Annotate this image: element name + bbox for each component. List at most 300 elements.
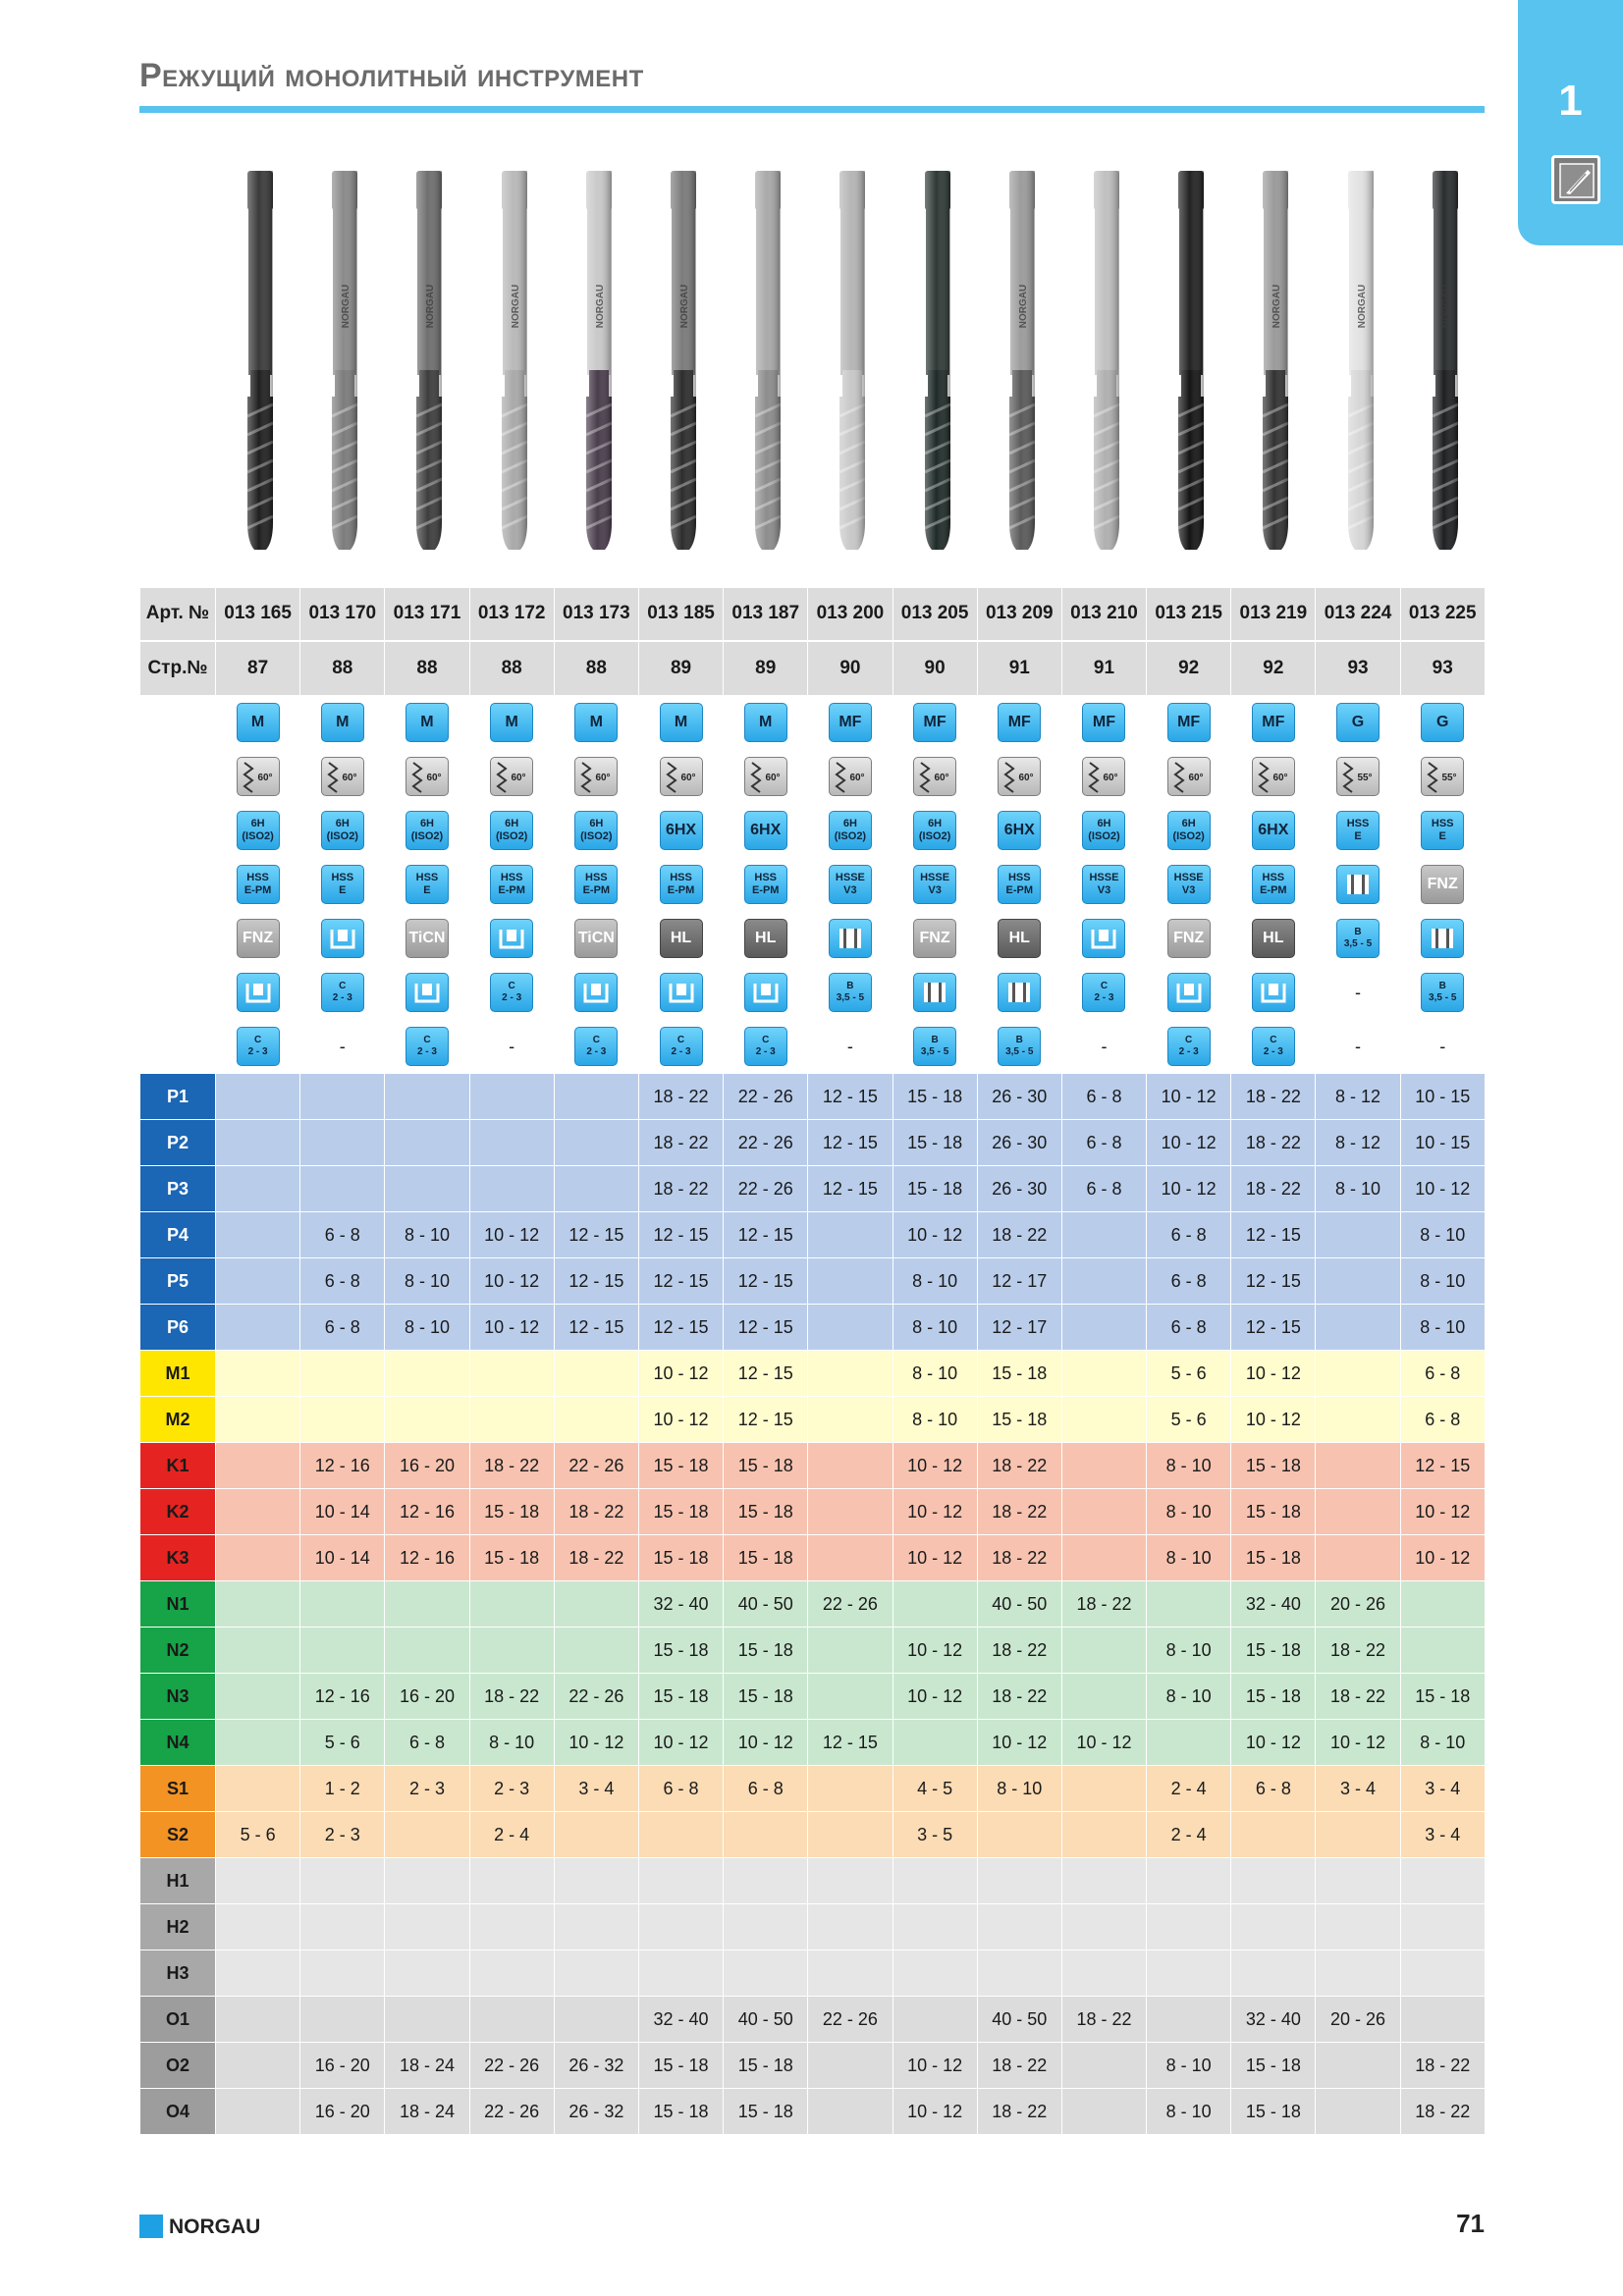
svg-text:60°: 60° [595, 773, 611, 783]
cutting-speed-value: 18 - 24 [385, 2089, 469, 2135]
material-code: P2 [140, 1120, 216, 1166]
material-code: K2 [140, 1489, 216, 1535]
cutting-speed-value [300, 1120, 385, 1166]
cutting-speed-value [469, 1120, 554, 1166]
cutting-speed-value: 8 - 10 [385, 1305, 469, 1351]
tap-shine [586, 171, 612, 550]
cutting-speed-value [1061, 1535, 1146, 1581]
spec-badge: HSS E [406, 865, 449, 904]
thread-type-cell [554, 696, 638, 750]
catalog-page: 89 [638, 641, 723, 696]
cutting-speed-value [216, 1305, 300, 1351]
cutting-speed-value: 15 - 18 [893, 1120, 977, 1166]
material-code: O2 [140, 2043, 216, 2089]
svg-text:60°: 60° [1188, 773, 1204, 783]
cutting-speed-value: 3 - 4 [554, 1766, 638, 1812]
cutting-speed-value: 8 - 10 [893, 1397, 977, 1443]
catalog-page: 92 [1231, 641, 1316, 696]
cutting-speed-value [216, 1858, 300, 1904]
cutting-speed-value [808, 1351, 893, 1397]
cutting-speed-value [216, 1489, 300, 1535]
cutting-speed-value [808, 1443, 893, 1489]
cutting-speed-value: 15 - 18 [893, 1074, 977, 1120]
material-code: P6 [140, 1305, 216, 1351]
cutting-speed-value: 12 - 15 [724, 1258, 808, 1305]
material-code: O1 [140, 1997, 216, 2043]
page-title: Режущий монолитный инструмент [139, 57, 644, 94]
cutting-speed-value: 12 - 15 [808, 1166, 893, 1212]
chamfer-row-cell [385, 1020, 469, 1074]
row-label-empty [140, 858, 216, 912]
cutting-speed-value: 6 - 8 [1061, 1166, 1146, 1212]
hole-type-row-cell [638, 966, 723, 1020]
tolerance-row-cell [469, 804, 554, 858]
cutting-speed-value: 12 - 15 [554, 1258, 638, 1305]
thread-profile-icon [574, 757, 618, 796]
material-row-h2 [140, 1904, 1486, 1950]
cutting-speed-value: 18 - 22 [638, 1166, 723, 1212]
tap-drawing [823, 169, 882, 552]
chamfer-row-cell [469, 1020, 554, 1074]
cutting-speed-value: 32 - 40 [1231, 1997, 1316, 2043]
thread-profile-icon [406, 757, 449, 796]
article-number: 013 171 [385, 588, 469, 641]
cutting-speed-value: 2 - 3 [300, 1812, 385, 1858]
cutting-speed-value [385, 1858, 469, 1904]
tap-drawing [315, 169, 374, 552]
cutting-speed-value [216, 1166, 300, 1212]
cutting-speed-value: 18 - 22 [638, 1074, 723, 1120]
cutting-speed-value [216, 1351, 300, 1397]
cutting-speed-value: 3 - 4 [1316, 1766, 1400, 1812]
cutting-speed-value: 15 - 18 [638, 1489, 723, 1535]
not-applicable-dash: - [846, 1036, 853, 1056]
cutting-speed-value: 12 - 15 [1231, 1305, 1316, 1351]
cutting-speed-value: 10 - 15 [1400, 1120, 1485, 1166]
chamfer-row-cell [808, 1020, 893, 1074]
thread-profile-icon [237, 757, 280, 796]
coating-row-cell [638, 912, 723, 966]
tool-material-row-cell [385, 858, 469, 912]
cutting-speed-value: 10 - 12 [1147, 1074, 1231, 1120]
cutting-speed-value [385, 1120, 469, 1166]
tap-drawing [1077, 169, 1136, 552]
material-row-o1 [140, 1997, 1486, 2043]
material-code: H3 [140, 1950, 216, 1997]
cutting-speed-value: 6 - 8 [1231, 1766, 1316, 1812]
cutting-speed-value: 10 - 12 [893, 1212, 977, 1258]
cutting-speed-value [808, 1258, 893, 1305]
cutting-speed-value [893, 1581, 977, 1628]
cutting-speed-value [554, 1074, 638, 1120]
cutting-speed-value [469, 1351, 554, 1397]
cutting-speed-value [216, 1674, 300, 1720]
blind-hole-icon [744, 973, 787, 1012]
cutting-speed-value: 22 - 26 [469, 2043, 554, 2089]
catalog-page: 88 [469, 641, 554, 696]
coating-row-cell [300, 912, 385, 966]
tap-tool-image [218, 169, 302, 561]
not-applicable-dash: - [1355, 1036, 1362, 1056]
spec-badge: 6HX [660, 811, 703, 850]
hole-type-row-cell [1061, 966, 1146, 1020]
cutting-speed-value [1400, 1858, 1485, 1904]
cutting-speed-value: 10 - 12 [1400, 1166, 1485, 1212]
cutting-speed-value [808, 1489, 893, 1535]
spec-badge: HSS E-PM [660, 865, 703, 904]
cutting-speed-value: 8 - 10 [1400, 1720, 1485, 1766]
spec-badge: TiCN [406, 919, 449, 958]
cutting-speed-value: 16 - 20 [300, 2089, 385, 2135]
coating-row-cell [469, 912, 554, 966]
cutting-speed-value: 26 - 30 [977, 1120, 1061, 1166]
thread-profile-icon [490, 757, 533, 796]
article-label: Арт. № [140, 588, 216, 641]
cutting-speed-value: 6 - 8 [1061, 1120, 1146, 1166]
cutting-speed-value [1400, 1581, 1485, 1628]
tolerance-row-cell [554, 804, 638, 858]
cutting-speed-value: 15 - 18 [1231, 1674, 1316, 1720]
spec-badge: B 3,5 - 5 [998, 1027, 1041, 1066]
spec-badge: HSS E-PM [744, 865, 787, 904]
brand-name: NORGAU [169, 2216, 261, 2238]
cutting-speed-value [469, 1904, 554, 1950]
cutting-speed-value [808, 1950, 893, 1997]
cutting-speed-value: 10 - 15 [1400, 1074, 1485, 1120]
thread-profile-icon [1421, 757, 1464, 796]
cutting-speed-value [1400, 1628, 1485, 1674]
spec-badge: HSSE V3 [1167, 865, 1211, 904]
tap-engraving: NORGAU [1356, 284, 1368, 329]
cutting-speed-value: 8 - 10 [1147, 1489, 1231, 1535]
cutting-speed-value [1316, 1305, 1400, 1351]
article-number: 013 224 [1316, 588, 1400, 641]
cutting-speed-value [385, 1581, 469, 1628]
thread-profile-icon [913, 757, 956, 796]
cutting-speed-value: 6 - 8 [1400, 1397, 1485, 1443]
spec-badge: 6H (ISO2) [829, 811, 872, 850]
material-row-h3 [140, 1950, 1486, 1997]
tap-shine [1433, 171, 1458, 550]
cutting-speed-value: 15 - 18 [638, 1535, 723, 1581]
cutting-speed-value [554, 1120, 638, 1166]
row-label-empty [140, 804, 216, 858]
tap-shine [1263, 171, 1288, 550]
cutting-speed-value [724, 1858, 808, 1904]
thread-angle-row [140, 750, 1486, 804]
tolerance-row-cell [724, 804, 808, 858]
cutting-speed-value: 18 - 22 [1316, 1674, 1400, 1720]
cutting-speed-value: 15 - 18 [1231, 2043, 1316, 2089]
chamfer-row [140, 1020, 1486, 1074]
cutting-speed-value: 15 - 18 [1231, 1443, 1316, 1489]
catalog-page: 89 [724, 641, 808, 696]
cutting-speed-value [808, 1904, 893, 1950]
cutting-speed-value: 10 - 12 [1316, 1720, 1400, 1766]
cutting-speed-value: 10 - 12 [893, 1628, 977, 1674]
tap-engraving: NORGAU [1440, 284, 1452, 329]
cutting-speed-value [1316, 1258, 1400, 1305]
spec-badge: HSS E-PM [574, 865, 618, 904]
coating-row-cell [1231, 912, 1316, 966]
cutting-speed-value [216, 1720, 300, 1766]
svg-text:60°: 60° [1272, 773, 1288, 783]
tap-tool-image [302, 169, 387, 561]
thread-type-badge: MF [1252, 703, 1295, 742]
cutting-speed-value [216, 1120, 300, 1166]
thread-type-badge: G [1421, 703, 1464, 742]
cutting-speed-value [808, 1535, 893, 1581]
cutting-speed-value: 20 - 26 [1316, 1997, 1400, 2043]
cutting-speed-value: 18 - 22 [554, 1535, 638, 1581]
tolerance-row-cell [385, 804, 469, 858]
cutting-speed-value: 22 - 26 [554, 1443, 638, 1489]
cutting-speed-value [724, 1950, 808, 1997]
tool-material-row-cell [808, 858, 893, 912]
hole-through-icon [998, 973, 1041, 1012]
tap-engraving: NORGAU [510, 284, 521, 329]
thread-angle-cell [1231, 750, 1316, 804]
svg-text:60°: 60° [511, 773, 526, 783]
thread-type-cell [469, 696, 554, 750]
cutting-speed-value [1231, 1858, 1316, 1904]
hole-type-row-cell [1147, 966, 1231, 1020]
cutting-speed-value [977, 1950, 1061, 1997]
cutting-speed-value: 8 - 10 [385, 1258, 469, 1305]
coating-row-cell [1061, 912, 1146, 966]
page-row [140, 641, 1486, 696]
chamfer-row-cell [1316, 1020, 1400, 1074]
cutting-speed-value [808, 1858, 893, 1904]
cutting-speed-value [1316, 1351, 1400, 1397]
cutting-speed-value: 8 - 10 [977, 1766, 1061, 1812]
cutting-speed-value [554, 1858, 638, 1904]
cutting-speed-value: 3 - 4 [1400, 1766, 1485, 1812]
material-row-p1 [140, 1074, 1486, 1120]
material-code: N1 [140, 1581, 216, 1628]
cutting-speed-value [300, 1628, 385, 1674]
chamfer-row-cell [977, 1020, 1061, 1074]
material-code: H1 [140, 1858, 216, 1904]
tolerance-row-cell [1147, 804, 1231, 858]
thread-angle-cell [1147, 750, 1231, 804]
chapter-tab[interactable] [1518, 0, 1623, 245]
spec-badge: HL [744, 919, 787, 958]
material-row-s2 [140, 1812, 1486, 1858]
tap-drawing [654, 169, 713, 552]
cutting-speed-value: 18 - 22 [977, 1628, 1061, 1674]
tap-tool-image [810, 169, 894, 561]
tool-table [139, 587, 1486, 2135]
cutting-speed-value [808, 2089, 893, 2135]
tolerance-row-cell [977, 804, 1061, 858]
blind-hole-icon [1082, 919, 1125, 958]
cutting-speed-value [554, 1397, 638, 1443]
spec-badge: HSSE V3 [913, 865, 956, 904]
cutting-speed-value: 10 - 12 [893, 1674, 977, 1720]
cutting-speed-value: 15 - 18 [724, 1628, 808, 1674]
cutting-speed-value: 22 - 26 [554, 1674, 638, 1720]
cutting-speed-value [1316, 1443, 1400, 1489]
cutting-speed-value: 12 - 16 [385, 1489, 469, 1535]
coating-row-cell [554, 912, 638, 966]
material-code: N3 [140, 1674, 216, 1720]
spec-badge: 6H (ISO2) [1082, 811, 1125, 850]
cutting-speed-value: 6 - 8 [385, 1720, 469, 1766]
material-row-n4 [140, 1720, 1486, 1766]
tap-shine [755, 171, 781, 550]
hole-type-row-cell [1400, 966, 1485, 1020]
cutting-speed-value: 6 - 8 [638, 1766, 723, 1812]
cutting-speed-value: 22 - 26 [808, 1997, 893, 2043]
material-code: P4 [140, 1212, 216, 1258]
thread-profile-icon [1336, 757, 1380, 796]
cutting-speed-value: 16 - 20 [385, 1443, 469, 1489]
material-code: M1 [140, 1351, 216, 1397]
row-label-empty [140, 966, 216, 1020]
thread-type-cell [300, 696, 385, 750]
cutting-speed-value: 10 - 14 [300, 1489, 385, 1535]
cutting-speed-value: 15 - 18 [638, 1628, 723, 1674]
catalog-page: 91 [1061, 641, 1146, 696]
cutting-speed-value: 22 - 26 [724, 1074, 808, 1120]
material-row-k1 [140, 1443, 1486, 1489]
cutting-speed-value: 12 - 15 [638, 1305, 723, 1351]
cutting-speed-value [1061, 2089, 1146, 2135]
blind-hole-icon [406, 973, 449, 1012]
cutting-speed-value [1061, 1904, 1146, 1950]
tap-shine [1009, 171, 1035, 550]
thread-type-badge: M [574, 703, 618, 742]
spec-badge: C 2 - 3 [490, 973, 533, 1012]
cutting-speed-value [977, 1858, 1061, 1904]
tolerance-row-cell [1061, 804, 1146, 858]
tap-tool-image [726, 169, 810, 561]
tolerance-row-cell [300, 804, 385, 858]
cutting-speed-value: 8 - 10 [1400, 1258, 1485, 1305]
blind-hole-icon [1167, 973, 1211, 1012]
cutting-speed-value [724, 1812, 808, 1858]
cutting-speed-value: 40 - 50 [977, 1997, 1061, 2043]
thread-angle-cell [808, 750, 893, 804]
thread-profile-icon [321, 757, 364, 796]
cutting-speed-value: 15 - 18 [977, 1351, 1061, 1397]
tool-material-row-cell [893, 858, 977, 912]
cutting-speed-value: 40 - 50 [724, 1581, 808, 1628]
tap-engraving: NORGAU [1017, 284, 1029, 329]
tap-shine [332, 171, 357, 550]
cutting-speed-value [808, 2043, 893, 2089]
cutting-speed-value [1061, 1812, 1146, 1858]
svg-text:60°: 60° [1018, 773, 1034, 783]
cutting-speed-value: 2 - 3 [469, 1766, 554, 1812]
cutting-speed-value: 32 - 40 [1231, 1581, 1316, 1628]
cutting-speed-value: 18 - 24 [385, 2043, 469, 2089]
thread-type-badge: MF [1082, 703, 1125, 742]
thread-type-cell [1061, 696, 1146, 750]
cutting-speed-value: 40 - 50 [977, 1581, 1061, 1628]
cutting-speed-value [893, 1904, 977, 1950]
cutting-speed-value [1316, 1489, 1400, 1535]
cutting-speed-value: 12 - 15 [554, 1305, 638, 1351]
cutting-speed-value: 18 - 22 [977, 1212, 1061, 1258]
cutting-speed-value: 10 - 12 [893, 1443, 977, 1489]
catalog-page: 87 [216, 641, 300, 696]
material-row-o2 [140, 2043, 1486, 2089]
spec-badge: C 2 - 3 [574, 1027, 618, 1066]
spec-badge: FNZ [913, 919, 956, 958]
cutting-speed-value [808, 1766, 893, 1812]
tool-material-row-cell [1400, 858, 1485, 912]
material-code: S1 [140, 1766, 216, 1812]
cutting-speed-value: 10 - 12 [893, 2089, 977, 2135]
spec-badge: HSSE V3 [829, 865, 872, 904]
tolerance-row-cell [893, 804, 977, 858]
cutting-speed-value [469, 1074, 554, 1120]
tap-tool-image [472, 169, 557, 561]
coating-row-cell [1400, 912, 1485, 966]
cutting-speed-value [977, 1904, 1061, 1950]
spec-badge: C 2 - 3 [321, 973, 364, 1012]
svg-text:60°: 60° [934, 773, 949, 783]
cutting-speed-value: 3 - 4 [1400, 1812, 1485, 1858]
cutting-speed-value: 10 - 12 [724, 1720, 808, 1766]
cutting-speed-value: 12 - 15 [554, 1212, 638, 1258]
cutting-speed-value [893, 1858, 977, 1904]
cutting-speed-value: 18 - 22 [1231, 1120, 1316, 1166]
material-row-n3 [140, 1674, 1486, 1720]
cutting-speed-value: 8 - 10 [1147, 1674, 1231, 1720]
cutting-speed-value [385, 1812, 469, 1858]
thread-type-badge: M [660, 703, 703, 742]
cutting-speed-value: 12 - 15 [724, 1212, 808, 1258]
thread-type-cell [724, 696, 808, 750]
cutting-speed-value: 12 - 16 [300, 1674, 385, 1720]
tap-drawing [908, 169, 967, 552]
cutting-speed-value: 22 - 26 [724, 1120, 808, 1166]
tool-material-row-cell [469, 858, 554, 912]
cutting-speed-value [300, 1581, 385, 1628]
cutting-speed-value [554, 1628, 638, 1674]
cutting-speed-value [1061, 1443, 1146, 1489]
cutting-speed-value: 18 - 22 [1061, 1581, 1146, 1628]
cutting-speed-value: 18 - 22 [469, 1443, 554, 1489]
cutting-speed-value: 2 - 3 [385, 1766, 469, 1812]
cutting-speed-value [1316, 1904, 1400, 1950]
thread-type-cell [638, 696, 723, 750]
hole-through-icon [829, 919, 872, 958]
material-code: O4 [140, 2089, 216, 2135]
cutting-speed-value [1316, 2043, 1400, 2089]
article-number: 013 185 [638, 588, 723, 641]
material-code: N2 [140, 1628, 216, 1674]
material-row-p2 [140, 1120, 1486, 1166]
cutting-speed-value: 15 - 18 [1400, 1674, 1485, 1720]
tolerance-row-cell [1231, 804, 1316, 858]
tool-material-row-cell [300, 858, 385, 912]
tap-shine [925, 171, 950, 550]
cutting-speed-value [1061, 1858, 1146, 1904]
material-code: P3 [140, 1166, 216, 1212]
cutting-speed-value [216, 1443, 300, 1489]
cutting-speed-value: 10 - 12 [1231, 1397, 1316, 1443]
thread-type-badge: MF [913, 703, 956, 742]
cutting-speed-value [469, 1581, 554, 1628]
spec-badge: HSS E-PM [998, 865, 1041, 904]
cutting-speed-value: 5 - 6 [1147, 1351, 1231, 1397]
tool-material-row-cell [554, 858, 638, 912]
cutting-speed-value: 12 - 15 [638, 1212, 723, 1258]
